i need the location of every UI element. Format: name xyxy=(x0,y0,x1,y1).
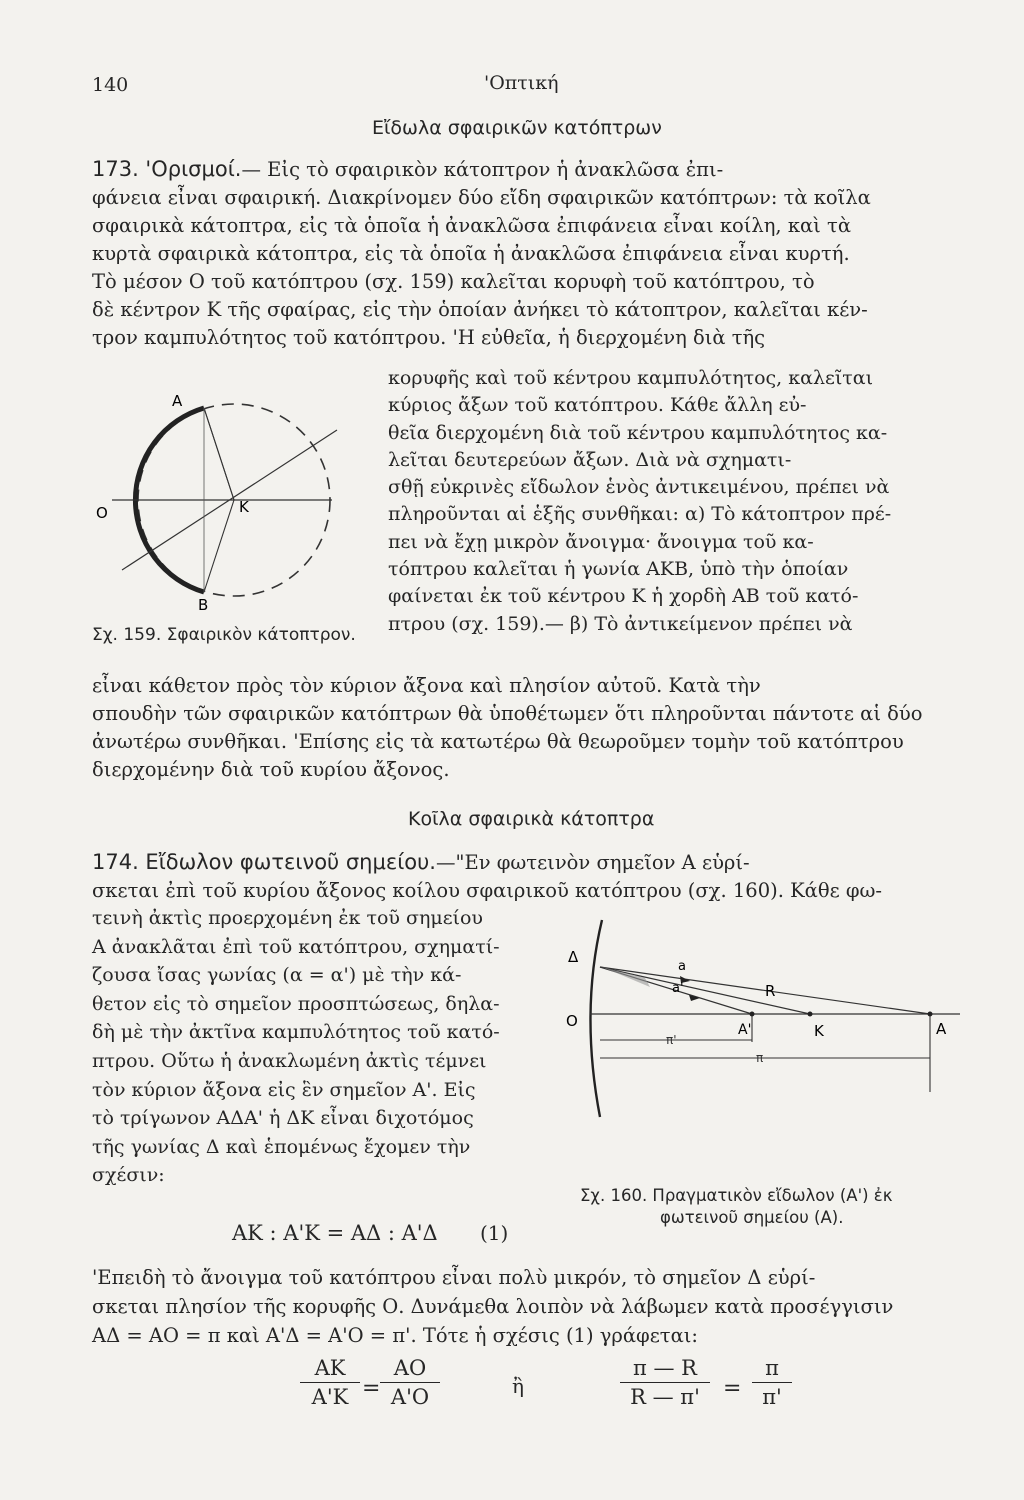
concave-mirror xyxy=(590,920,602,1117)
label-K: K xyxy=(814,1022,824,1040)
section-174-approximation xyxy=(92,1263,962,1350)
text-line: τῆς γωνίας Δ καὶ ἑπομένως ἔχομεν τὴν xyxy=(92,1135,471,1158)
chord-line xyxy=(204,408,234,500)
label-pi: π xyxy=(756,1051,764,1065)
denominator: R — π' xyxy=(630,1385,700,1409)
text-line: —"Εν φωτεινὸν σημεῖον Α εὑρί- xyxy=(435,851,750,874)
figure-160-diagram xyxy=(560,912,970,1122)
equals-sign: = xyxy=(723,1376,742,1401)
page-number: 140 xyxy=(92,74,129,96)
section-173-conclusion xyxy=(92,672,962,784)
fraction-AK-AprimeK xyxy=(300,1356,360,1409)
subsection-title: Κοῖλα σφαιρικὰ κάτοπτρα xyxy=(408,808,655,830)
text-line: πτρου (σχ. 159).— β) Τὸ ἀντικείμενον πρέπει νὰ xyxy=(388,612,853,635)
section-title: Εἴδωλα σφαιρικῶν κατόπτρων xyxy=(372,117,662,139)
text-line: πτρου. Οὕτω ἡ ἀνακλωμένη ἀκτὶς τέμνει xyxy=(92,1049,487,1072)
text-line: φαίνεται ἐκ τοῦ κέντρου Κ ἡ χορδὴ ΑΒ τοῦ κατό- xyxy=(388,585,859,608)
numerator: π xyxy=(765,1356,779,1380)
text-line: κύριος ἄξων τοῦ κατόπτρου. Κάθε ἄλλη εὐ- xyxy=(388,394,807,417)
text-line: — Εἰς τὸ σφαιρικὸν κάτοπτρον ἡ ἀνακλῶσα ἐπι- xyxy=(241,158,724,181)
section-174-intro xyxy=(92,848,962,905)
text-line: σχέσιν: xyxy=(92,1164,165,1187)
text-line: θετον εἰς τὸ σημεῖον προσπτώσεως, δηλα- xyxy=(92,992,500,1015)
section-173-intro xyxy=(92,155,962,352)
text-line: τὸ τρίγωνον ΑΔΑ' ἡ ΔΚ εἶναι διχοτόμος xyxy=(92,1107,474,1130)
text-line: τὸν κύριον ἄξονα εἰς ἓν σημεῖον Α'. Εἰς xyxy=(92,1078,476,1101)
text-line: τόπτρου καλεῖται ἡ γωνία ΑΚΒ, ὑπὸ τὴν ὁποίαν xyxy=(388,558,849,581)
text-line: διερχομένην διὰ τοῦ κυρίου ἄξονος. xyxy=(92,758,450,781)
figure-160-caption-line2: φωτεινοῦ σημείου (Α). xyxy=(660,1208,844,1227)
text-line: φάνεια εἶναι σφαιρική. Διακρίνομεν δύο εἴδη σφαιρικῶν κατόπτρων: τὰ κοῖλα xyxy=(92,186,871,209)
label-a-prime: a' xyxy=(672,981,684,996)
label-R: R xyxy=(765,982,776,1000)
text-line: δὲ κέντρον Κ τῆς σφαίρας, εἰς τὴν ὁποίαν ἀνήκει τὸ κάτοπτρον, καλεῖται κέν- xyxy=(92,298,868,321)
numerator: ΑΚ xyxy=(314,1356,346,1380)
image-point xyxy=(750,1012,755,1017)
numerator: ΑΟ xyxy=(393,1356,427,1380)
text-line: σκεται ἐπὶ τοῦ κυρίου ἄξονος κοίλου σφαιρικοῦ κατόπτρου (σχ. 160). Κάθε φω- xyxy=(92,879,883,902)
text-line: κορυφῆς καὶ τοῦ κέντρου καμπυλότητος, καλεῖται xyxy=(388,367,874,389)
radius-DK xyxy=(600,967,810,1014)
section-173-heading: 173. 'Ορισμοί. xyxy=(92,157,242,181)
section-174-left-column xyxy=(92,904,572,1190)
equals-sign: = xyxy=(362,1376,381,1401)
numerator: π — R xyxy=(633,1356,697,1380)
section-174-heading: 174. Εἴδωλον φωτεινοῦ σημείου. xyxy=(92,850,436,874)
text-line: κυρτὰ σφαιρικὰ κάτοπτρα, εἰς τὰ ὁποῖα ἡ ἀνακλῶσα ἐπιφάνεια εἶναι κυρτή. xyxy=(92,242,850,265)
label-A: A xyxy=(936,1020,947,1038)
label-O: O xyxy=(96,504,108,522)
label-a: a xyxy=(678,959,686,974)
denominator: Α'Ο xyxy=(390,1385,430,1409)
text-line: τρον καμπυλότητος τοῦ κατόπτρου. 'Η εὐθεῖα, ἡ διερχομένη διὰ τῆς xyxy=(92,326,766,349)
or-word: ἢ xyxy=(512,1374,524,1398)
label-B: B xyxy=(198,596,209,614)
text-line: Τὸ μέσον Ο τοῦ κατόπτρου (σχ. 159) καλεῖται κορυφὴ τοῦ κατόπτρου, τὸ xyxy=(92,270,815,293)
label-D: Δ xyxy=(568,948,579,966)
text-line: ΑΔ = ΑΟ = π καὶ Α'Δ = Α'Ο = π'. Τότε ἡ σχέσις (1) γράφεται: xyxy=(92,1324,698,1347)
text-line: σφαιρικὰ κάτοπτρα, εἰς τὰ ὁποῖα ἡ ἀνακλῶσα ἐπιφάνεια εἶναι κοίλη, καὶ τὰ xyxy=(92,214,851,237)
text-line: θεῖα διερχομένη διὰ τοῦ κέντρου καμπυλότητος κα- xyxy=(388,421,888,444)
label-pi-prime: π' xyxy=(666,1033,677,1047)
text-line: τεινὴ ἀκτὶς προερχομένη ἐκ τοῦ σημείου xyxy=(92,907,483,929)
object-point xyxy=(928,1012,933,1017)
label-A: A xyxy=(172,392,183,410)
text-line: εἶναι κάθετον πρὸς τὸν κύριον ἄξονα καὶ πλησίον αὐτοῦ. Κατὰ τὴν xyxy=(92,674,761,697)
fraction-AO-AprimeO xyxy=(380,1356,440,1409)
section-173-right-column xyxy=(388,365,962,638)
text-line: πει νὰ ἔχῃ μικρὸν ἄνοιγμα· ἄνοιγμα τοῦ κα- xyxy=(388,530,814,553)
figure-159-caption: Σχ. 159. Σφαιρικὸν κάτοπτρον. xyxy=(92,625,356,645)
text-line: λεῖται δευτερεύων ἄξων. Διὰ νὰ σχηματι- xyxy=(388,448,792,471)
center-point xyxy=(808,1012,813,1017)
figure-159-diagram xyxy=(92,380,382,620)
text-line: δὴ μὲ τὴν ἀκτῖνα καμπυλότητος τοῦ κατό- xyxy=(92,1021,500,1044)
text-line: ἀνωτέρω συνθῆκαι. 'Επίσης εἰς τὰ κατωτέρω θὰ θεωροῦμεν τομὴν τοῦ κατόπτρου xyxy=(92,730,904,753)
text-line: σθῇ εὐκρινὲς εἴδωλον ἑνὸς ἀντικειμένου, πρέπει νὰ xyxy=(388,476,890,499)
denominator: Α'Κ xyxy=(311,1385,349,1409)
equation-1: ΑΚ : Α'Κ = ΑΔ : Α'Δ xyxy=(232,1221,438,1245)
text-line: 'Επειδὴ τὸ ἄνοιγμα τοῦ κατόπτρου εἶναι πολὺ μικρόν, τὸ σημεῖον Δ εὑρί- xyxy=(92,1266,816,1289)
figure-160-caption-line1: Σχ. 160. Πραγματικὸν εἴδωλον (Α') ἐκ xyxy=(580,1186,893,1205)
fraction-pi-piprime xyxy=(752,1356,792,1409)
fraction-pi-minus-R xyxy=(620,1356,710,1409)
label-K: K xyxy=(239,498,249,516)
text-line: σκεται πλησίον τῆς κορυφῆς Ο. Δυνάμεθα λοιπὸν νὰ λάβωμεν κατὰ προσέγγισιν xyxy=(92,1295,894,1318)
label-A-prime: A' xyxy=(738,1022,752,1038)
text-line: Α ἀνακλᾶται ἐπὶ τοῦ κατόπτρου, σχηματί- xyxy=(92,935,500,958)
denominator: π' xyxy=(762,1385,782,1409)
text-line: ζουσα ἴσας γωνίας (α = α') μὲ τὴν κά- xyxy=(92,964,462,987)
label-O: O xyxy=(566,1012,578,1030)
equation-1-number: (1) xyxy=(480,1221,509,1245)
text-line: σπουδὴν τῶν σφαιρικῶν κατόπτρων θὰ ὑποθέτωμεν ὅτι πληροῦνται πάντοτε αἱ δύο xyxy=(92,702,923,725)
text-line: πληροῦνται αἱ ἑξῆς συνθῆκαι: α) Τὸ κάτοπτρον πρέ- xyxy=(388,503,892,526)
running-title: 'Οπτική xyxy=(484,72,559,94)
